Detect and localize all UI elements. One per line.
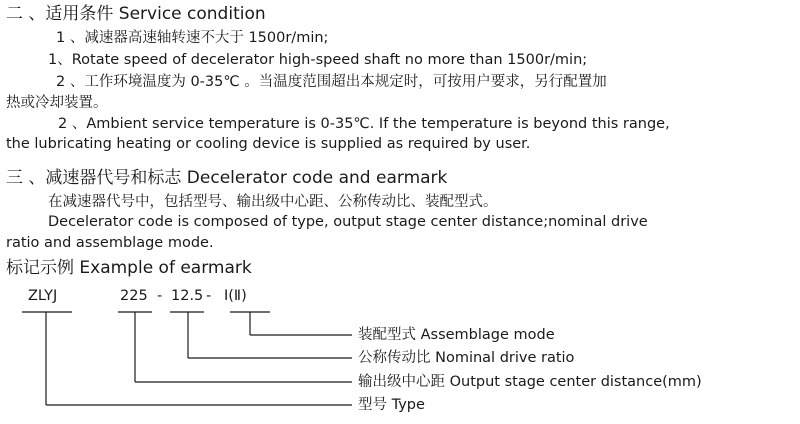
condition-item-1-en: 1、Rotate speed of decelerator high-speed shaft no more than 1500r/min; [48,52,588,68]
code-description-cn: 在减速器代号中，包括型号、输出级中心距、公称传动比、装配型式。 [48,194,498,210]
label-assemblage-mode: 装配型式 Assemblage mode [358,327,555,343]
earmark-code-separator: - [157,288,163,304]
condition-item-2-cn-line1: 2 、工作环境温度为 0-35℃ 。当温度范围超出本规定时，可按用户要求，另行配置加 [56,74,607,90]
example-heading: 标记示例 Example of earmark [6,258,252,278]
earmark-code-ratio: 12.5 [171,288,204,304]
earmark-code-type: ZLYJ [28,288,58,304]
label-output-stage-center-distance: 输出级中心距 Output stage center distance(mm) [358,374,702,390]
condition-item-1-cn: 1 、减速器高速轴转速不大于 1500r/min; [56,30,329,46]
earmark-code-separator: - [206,288,212,304]
earmark-code-mode: Ⅰ(Ⅱ) [224,288,247,304]
earmark-code-distance: 225 [120,288,148,304]
label-nominal-drive-ratio: 公称传动比 Nominal drive ratio [358,350,575,366]
label-type: 型号 Type [358,397,425,413]
condition-item-2-en-line1: 2 、Ambient service temperature is 0-35℃. If the temperature is beyond this range, [58,116,670,132]
condition-item-2-en-line2: the lubricating heating or cooling device is supplied as required by user. [6,136,531,152]
section-heading-service-condition: 二 、适用条件 Service condition [6,4,266,24]
code-description-en-line2: ratio and assemblage mode. [6,235,214,251]
condition-item-2-cn-line2: 热或冷却装置。 [6,95,108,111]
code-description-en-line1: Decelerator code is composed of type, output stage center distance;nominal drive [48,214,648,230]
section-heading-decelerator-code: 三 、减速器代号和标志 Decelerator code and earmark [6,168,448,188]
